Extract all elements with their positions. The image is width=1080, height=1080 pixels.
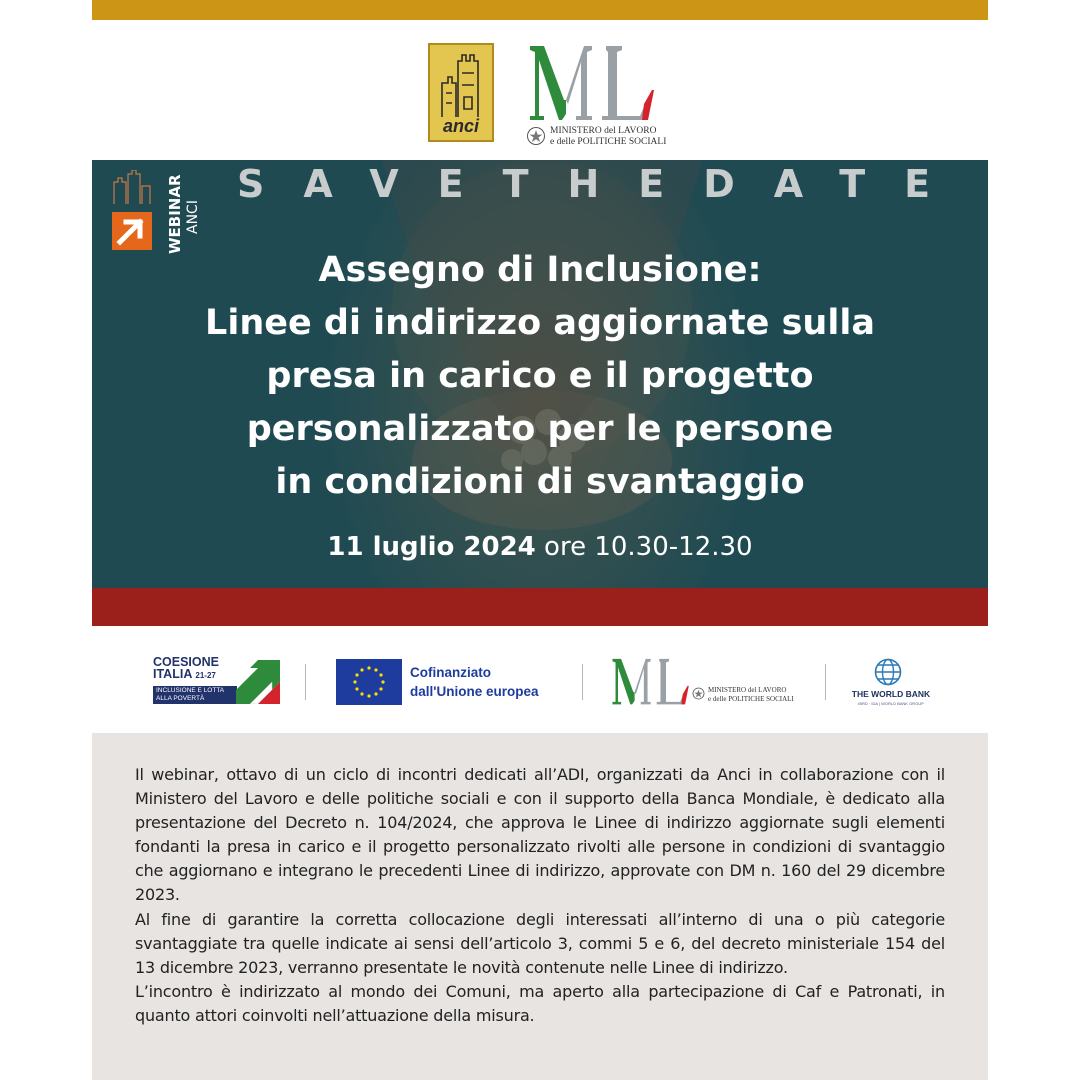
coesione-badge-line1: INCLUSIONE E LOTTA bbox=[156, 687, 225, 694]
description-paragraph: Il webinar, ottavo di un ciclo di incontri dedicati all’ADI, organizzati da Anci in collaborazione con il Ministero del Lavoro e delle politiche sociali e con il supporto della Banca Mondiale, è dedicato alla presentazione del Decreto n. 104/2024, che approva le Linee di indirizzo aggiornate sugli elementi fondanti la presa in carico e il progetto personalizzato rivolti alle persone in condizioni di svantaggio che aggiornano e integrano le precedenti Linee di indirizzo, approvate con DM n. 160 del 29 dicembre 2023. bbox=[135, 765, 945, 905]
hero-title bbox=[92, 244, 988, 509]
world-bank-logo bbox=[850, 658, 940, 708]
world-bank-name: THE WORLD BANK bbox=[851, 689, 931, 699]
anci-logo-text: anci bbox=[442, 116, 480, 136]
webinar-castle-icon bbox=[110, 170, 154, 252]
webinar-label: WEBINAR bbox=[166, 174, 184, 254]
world-bank-globe-icon bbox=[874, 658, 902, 686]
hero-title-line: personalizzato per le persone bbox=[246, 409, 834, 449]
eu-line1: Cofinanziato bbox=[410, 665, 491, 680]
partner-separator bbox=[825, 664, 826, 700]
ministry-small-logo-icon bbox=[610, 656, 690, 706]
anci-logo bbox=[428, 43, 494, 142]
event-time: ore 10.30-12.30 bbox=[544, 532, 753, 562]
hero-title-line: presa in carico e il progetto bbox=[266, 356, 814, 396]
italian-emblem-small-icon bbox=[692, 687, 705, 700]
hero-title-line: in condizioni di svantaggio bbox=[275, 462, 805, 502]
eu-line2: dall'Unione europea bbox=[410, 684, 539, 699]
ministry-caption bbox=[526, 124, 666, 150]
ministry-logo bbox=[526, 42, 667, 150]
partner-separator bbox=[305, 664, 306, 700]
description-text bbox=[135, 763, 945, 1028]
description-paragraph: Al fine di garantire la corretta collocazione degli interessati all’interno di una o più categorie svantaggiate tra quelle indicate ai sensi dell’articolo 3, commi 5 e 6, del decreto ministeriale 154 del 13 dicembre 2023, verranno presentate le novità contenute nelle Linee di indirizzo. bbox=[135, 909, 945, 977]
coesione-title bbox=[153, 656, 219, 682]
italian-emblem-icon bbox=[526, 126, 546, 146]
coesione-years: 21-27 bbox=[195, 671, 216, 680]
ministry-small-line1: MINISTERO del LAVORO bbox=[708, 686, 787, 694]
coesione-title-2: ITALIA bbox=[153, 667, 192, 681]
event-date-time bbox=[92, 532, 988, 562]
hero-banner bbox=[92, 160, 988, 588]
ministry-small-line2: e delle POLITICHE SOCIALI bbox=[708, 695, 794, 703]
coesione-badge bbox=[153, 686, 237, 704]
hero-title-line: Assegno di Inclusione: bbox=[318, 250, 762, 290]
coesione-italia-logo bbox=[150, 656, 285, 706]
eu-cofinanced-text bbox=[410, 663, 538, 701]
partner-separator bbox=[582, 664, 583, 700]
event-date: 11 luglio 2024 bbox=[327, 532, 536, 562]
ministry-name-line2: e delle POLITICHE SOCIALI bbox=[550, 137, 667, 147]
coesione-badge-line2: ALLA POVERTÀ bbox=[156, 695, 205, 702]
eu-flag-icon bbox=[336, 659, 402, 705]
ministry-name-line1: MINISTERO del LAVORO bbox=[550, 126, 657, 136]
description-paragraph: L’incontro è indirizzato al mondo dei Comuni, ma aperto alla partecipazione di Caf e Patronati, in quanto attori coinvolti nell’attuazione della misura. bbox=[135, 981, 945, 1025]
coesione-title-1: COESIONE bbox=[153, 655, 219, 669]
anci-tower-icon bbox=[438, 53, 486, 119]
save-the-date-heading: SAVETHEDATE bbox=[237, 162, 970, 206]
red-accent-bar bbox=[92, 588, 988, 626]
coesione-arrow-icon bbox=[232, 660, 280, 704]
partner-logos bbox=[150, 652, 940, 712]
ministry-small-caption bbox=[692, 686, 822, 706]
top-accent-bar bbox=[92, 0, 988, 20]
anci-label: ANCI bbox=[185, 200, 201, 234]
webinar-vertical-label bbox=[162, 164, 202, 256]
ml-monogram-icon bbox=[526, 42, 656, 122]
description-box bbox=[92, 733, 988, 1080]
world-bank-subtitle: IBRD · IDA | WORLD BANK GROUP bbox=[858, 701, 924, 706]
hero-title-line: Linee di indirizzo aggiornate sulla bbox=[205, 303, 875, 343]
